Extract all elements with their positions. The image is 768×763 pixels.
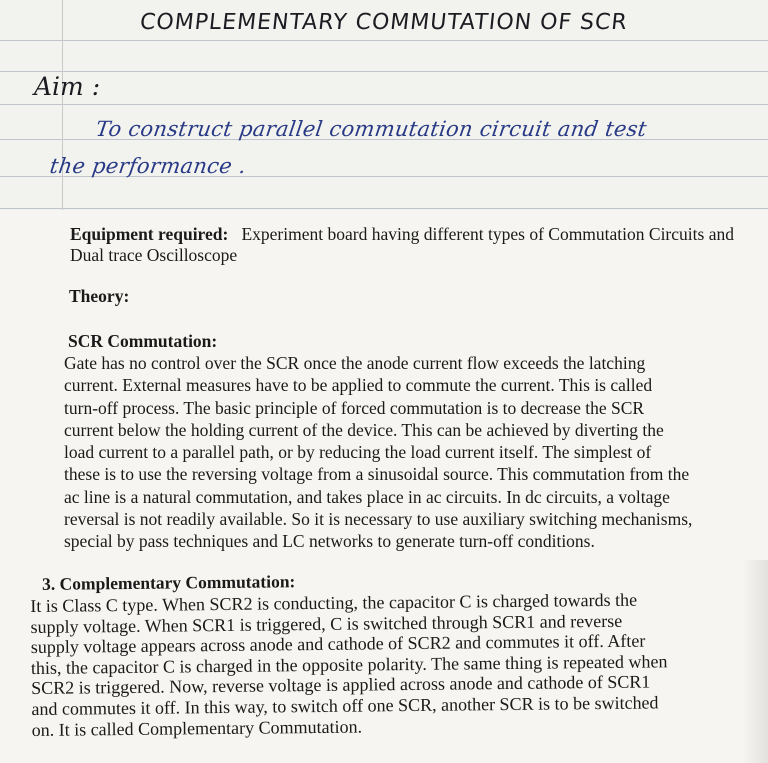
- equipment-text: Experiment board having different types of Commutation Circuits and Dual trace Oscilloscope: [70, 224, 734, 265]
- section3-line: SCR2 is triggered. Now, reverse voltage is applied across anode and cathode of SCR1: [31, 671, 651, 699]
- handwritten-title: COMPLEMENTARY COMMUTATION OF SCR: [138, 10, 629, 35]
- section3-line: supply voltage appears across anode and cathode of SCR2 and commutes it off. After: [30, 630, 646, 658]
- theory-line: these is to use the reversing voltage from a sinusoidal source. This commutation from the: [64, 464, 690, 485]
- theory-line: special by pass techniques and LC networks to generate turn-off conditions.: [64, 531, 595, 552]
- notebook-section: [0, 0, 768, 210]
- equipment-label: Equipment required:: [70, 224, 229, 244]
- aim-text-line: To construct parallel commutation circuit and test: [94, 117, 649, 141]
- equipment-paragraph: [70, 224, 740, 266]
- printed-handout: [0, 210, 768, 763]
- section3-paragraph: [30, 588, 751, 740]
- section3-line: and commutes it off. In this way, to switch off one SCR, another SCR is to be switched: [31, 692, 659, 719]
- ruled-line: [0, 71, 768, 72]
- aim-text-line: the performance .: [48, 154, 248, 178]
- margin-line: [62, 0, 63, 210]
- ruled-line: [0, 40, 768, 41]
- theory-line: current. External measures have to be applied to commute the current. This is called: [64, 375, 653, 396]
- theory-paragraph: [64, 352, 750, 553]
- section3-line: this, the capacitor C is charged in the opposite polarity. The same thing is repeated when: [30, 651, 668, 678]
- section3-line: It is Class C type. When SCR2 is conducting, the capacitor C is charged towards the: [30, 589, 638, 616]
- page-edge-shadow: [742, 560, 768, 763]
- complementary-commutation-section: [30, 566, 752, 740]
- theory-heading: Theory:: [69, 286, 130, 306]
- aim-label: Aim :: [34, 72, 101, 101]
- theory-line: current below the holding current of the device. This can be achieved by diverting the: [64, 419, 664, 440]
- section3-heading: 3. Complementary Commutation:: [41, 571, 296, 594]
- theory-line: turn-off process. The basic principle of forced commutation is to decrease the SCR: [64, 397, 645, 418]
- theory-line: Gate has no control over the SCR once the anode current flow exceeds the latching: [64, 353, 646, 373]
- theory-line: load current to a parallel path, or by reducing the load current itself. The simplest of: [64, 442, 652, 463]
- theory-line: ac line is a natural commutation, and takes place in ac circuits. In dc circuits, a voltage: [64, 486, 670, 507]
- theory-line: reversal is not readily available. So it is necessary to use auxiliary switching mechanisms,: [64, 509, 693, 530]
- ruled-line: [0, 208, 768, 209]
- section3-line: supply voltage. When SCR1 is triggered, C is switched through SCR1 and reverse: [30, 610, 623, 637]
- ruled-line: [0, 104, 768, 105]
- scr-commutation-heading: SCR Commutation:: [68, 331, 218, 351]
- section3-line: on. It is called Complementary Commutation.: [31, 716, 363, 740]
